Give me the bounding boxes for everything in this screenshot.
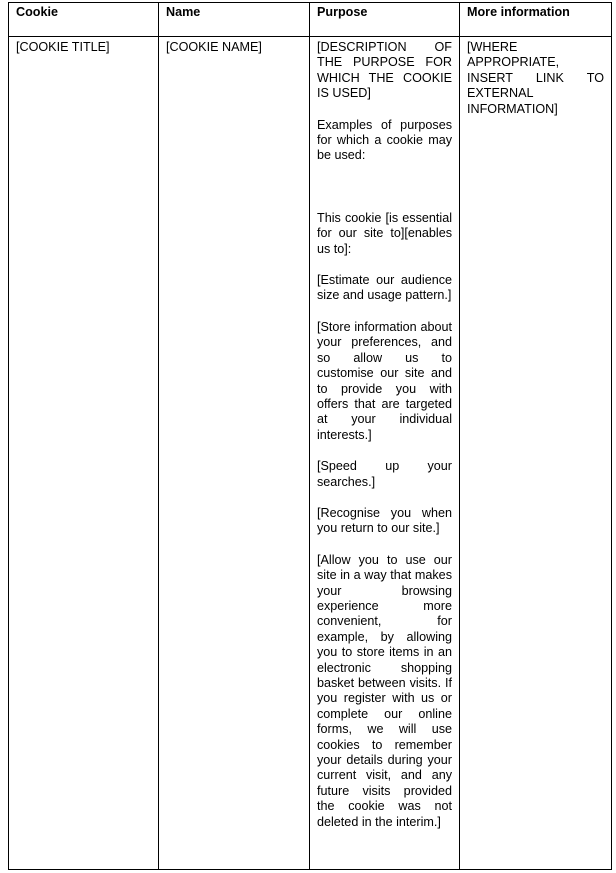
- header-name: Name: [159, 3, 310, 37]
- purpose-example-searches: [Speed up your searches.]: [317, 459, 452, 489]
- cookie-title-text: [COOKIE TITLE]: [16, 40, 110, 54]
- cell-cookie-title: [9, 37, 159, 870]
- cell-more-information: [460, 37, 612, 870]
- header-purpose: Purpose: [310, 3, 460, 37]
- cell-purpose: [310, 37, 460, 870]
- purpose-example-recognise: [Recognise you when you return to our site.]: [317, 505, 452, 536]
- cookie-name-text: [COOKIE NAME]: [166, 40, 262, 54]
- purpose-essential-statement: This cookie [is essential for our site to][enables us to]:: [317, 210, 452, 256]
- header-more-information: More information: [460, 3, 612, 37]
- purpose-example-convenience: [Allow you to use our site in a way that makes your browsing experience more convenient, for example, by allowing you to store items in an electronic shopping basket between visits. If you register with us or complete our online forms, we will use cookies to remember your details during your current visit, and any future visits provided the cookie was not deleted in the interim.]: [317, 552, 452, 829]
- table-row: [9, 37, 612, 870]
- purpose-example-audience: [Estimate our audience size and usage pattern.]: [317, 273, 452, 303]
- purpose-description: [DESCRIPTION OF THE PURPOSE FOR WHICH THE COOKIE IS USED]: [317, 40, 452, 101]
- purpose-examples-intro: Examples of purposes for which a cookie may be used:: [317, 117, 452, 163]
- header-cookie: Cookie: [9, 3, 159, 37]
- table-header-row: [9, 3, 612, 37]
- purpose-example-preferences: [Store information about your preferences, and so allow us to customise our site and to provide you with offers that are targeted at your individual interests.]: [317, 319, 452, 442]
- more-information-text: [WHERE APPROPRIATE, INSERT LINK TO EXTERNAL INFORMATION]: [467, 40, 604, 116]
- cell-cookie-name: [159, 37, 310, 870]
- cookie-table: [8, 2, 612, 870]
